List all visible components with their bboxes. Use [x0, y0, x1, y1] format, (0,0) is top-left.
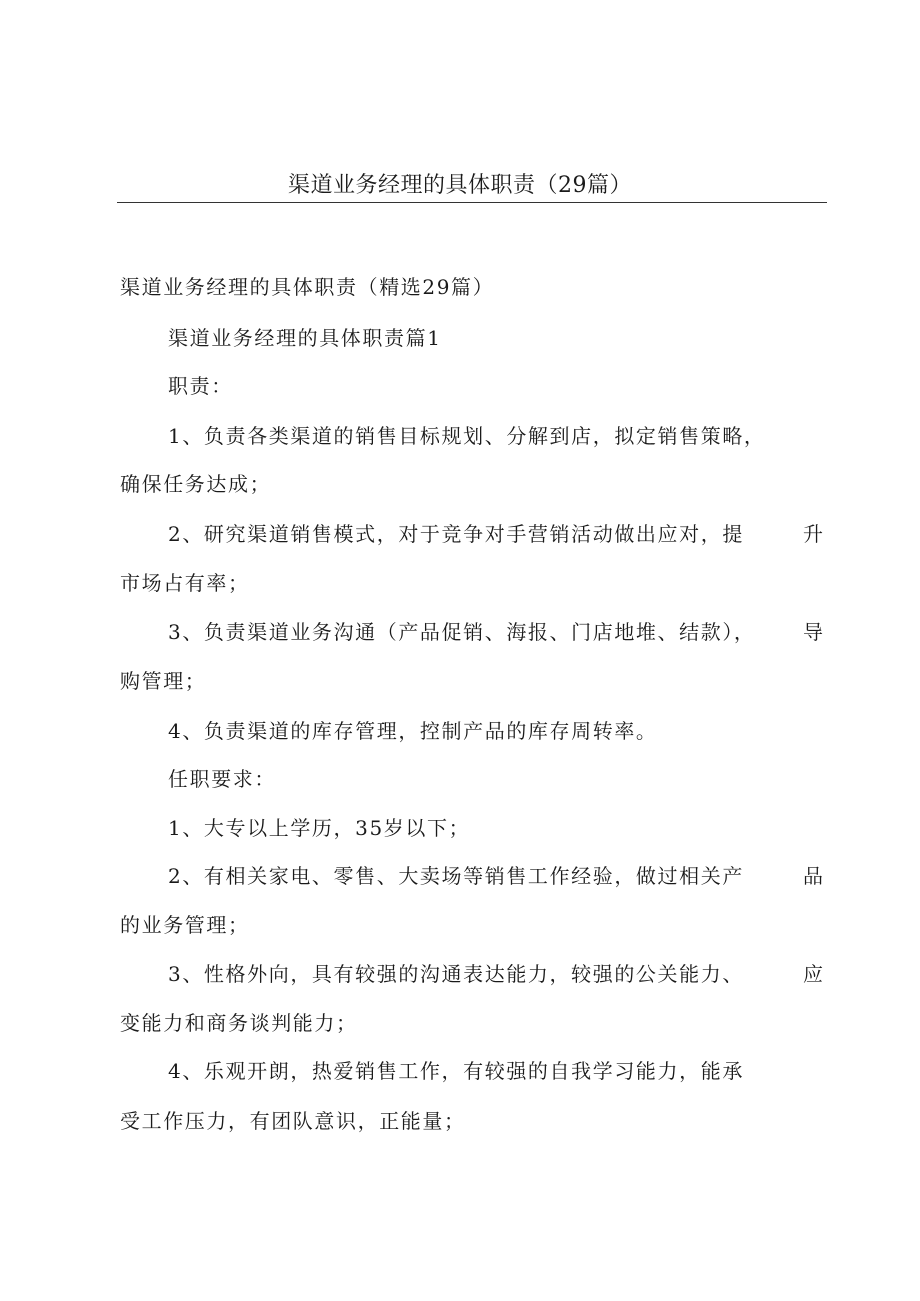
duty-item-2-line-2: 市场占有率； — [120, 571, 250, 595]
requirements-label: 任职要求： — [168, 767, 276, 791]
requirement-item-4-line-1: 4、乐观开朗，热爱销售工作，有较强的自我学习能力，能承 — [168, 1059, 744, 1083]
duty-item-3-line-2: 购管理； — [120, 669, 207, 693]
duty-item-2-line-1: 2、研究渠道销售模式，对于竞争对手营销活动做出应对，提 — [168, 522, 744, 546]
requirement-item-1-line-1: 1、大专以上学历，35岁以下； — [168, 816, 471, 840]
requirement-item-3-line-2: 变能力和商务谈判能力； — [120, 1011, 358, 1035]
requirement-item-3-line-1: 3、性格外向，具有较强的沟通表达能力，较强的公关能力、 — [168, 962, 744, 986]
duty-item-3-line-1: 3、负责渠道业务沟通（产品促销、海报、门店地堆、结款）， — [168, 620, 756, 644]
section-heading: 渠道业务经理的具体职责篇1 — [168, 326, 442, 350]
title-underline — [117, 202, 827, 203]
duty-item-3-line-1-tail: 导 — [803, 620, 823, 644]
duty-item-4-line-1: 4、负责渠道的库存管理，控制产品的库存周转率。 — [168, 719, 658, 743]
requirement-item-3-line-1-tail: 应 — [803, 962, 823, 986]
requirement-item-2-line-1: 2、有相关家电、零售、大卖场等销售工作经验，做过相关产 — [168, 864, 744, 888]
document-title: 渠道业务经理的具体职责（29篇） — [288, 173, 632, 198]
requirement-item-2-line-2: 的业务管理； — [120, 913, 250, 937]
requirement-item-2-line-1-tail: 品 — [803, 864, 823, 888]
duty-item-1-line-2: 确保任务达成； — [120, 472, 272, 496]
duty-item-1-line-1: 1、负责各类渠道的销售目标规划、分解到店，拟定销售策略， — [168, 424, 766, 448]
document-subtitle: 渠道业务经理的具体职责（精选29篇） — [120, 275, 495, 299]
duty-item-2-line-1-tail: 升 — [803, 522, 823, 546]
duties-label: 职责： — [168, 374, 233, 398]
requirement-item-4-line-2: 受工作压力，有团队意识，正能量； — [120, 1109, 466, 1133]
